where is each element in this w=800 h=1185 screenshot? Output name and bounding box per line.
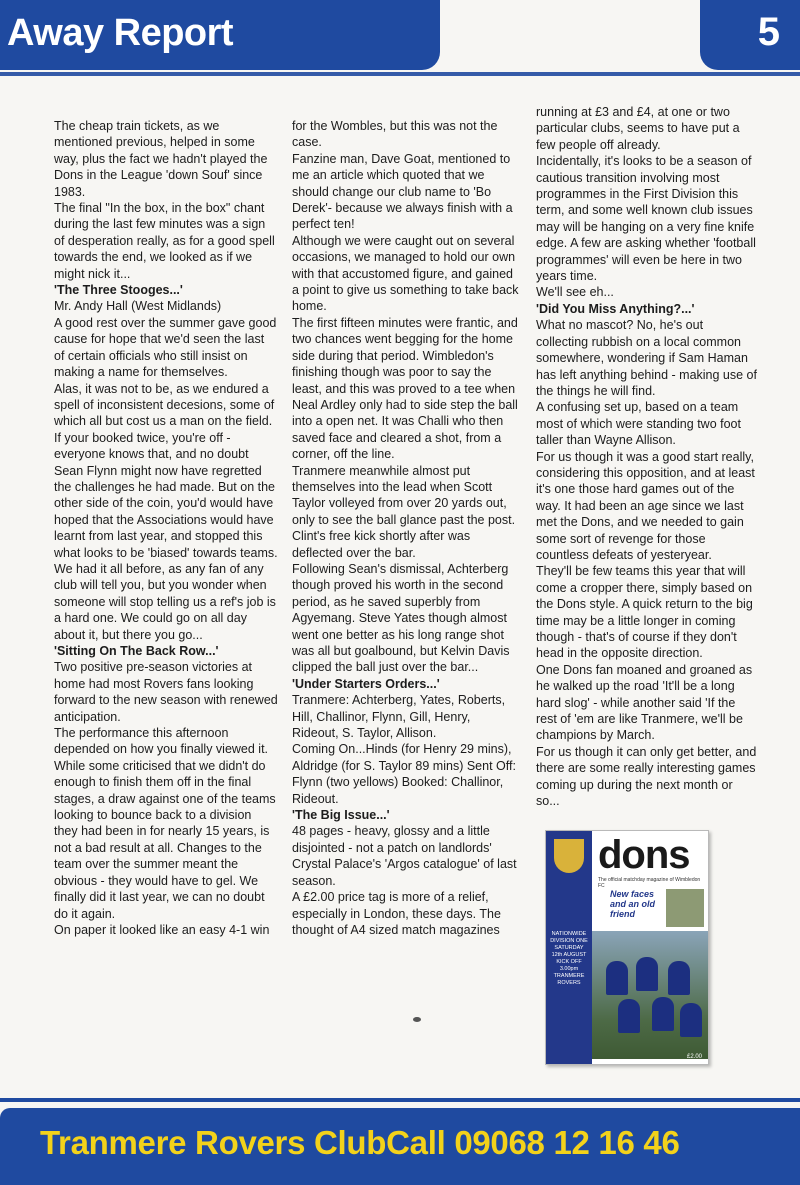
paragraph: A confusing set up, based on a team most of which were standing two foot taller than Wayne Allison. — [536, 400, 741, 448]
player-figure — [636, 957, 658, 991]
paragraph: On paper it looked like an easy 4-1 win — [54, 922, 270, 937]
page-number: 5 — [757, 10, 780, 54]
section-heading: 'Sitting On The Back Row...' — [54, 644, 219, 658]
article-column-1 — [54, 118, 278, 938]
player-figure — [668, 961, 690, 995]
section-heading: 'Under Starters Orders...' — [292, 676, 440, 691]
cover-brand: dons — [598, 833, 690, 877]
section-heading: 'Did You Miss Anything?...' — [536, 301, 695, 316]
cover-team-photo — [592, 931, 708, 1059]
footer-rule — [0, 1098, 800, 1102]
paragraph: The first fifteen minutes were frantic, and two chances went begging for the home side during that period. Wimbledon's finishing though was poor to say the least, and this was proved to a tee when Neal Ardley only had to side step the ball into a open net. It was Challi who then saved face and cleared a shot, from a corner, off the line. — [292, 315, 518, 462]
footer-banner — [0, 1108, 800, 1185]
paragraph: Alas, it was not to be, as we endured a spell of inconsistent decesions, some of which all but cost us a man on the field. — [54, 381, 275, 429]
paragraph: For us though it can only get better, and there are some really interesting games coming up during the next month or so... — [536, 744, 757, 809]
paragraph: Two positive pre-season victories at home had most Rovers fans looking forward to the new season with renewed anticipation. — [54, 660, 278, 724]
paragraph: If your booked twice, you're off - everyone knows that, and no doubt Sean Flynn might now have regretted the challenges he had made. But on the other side of the coin, you'd would have hoped that the Associations would have learnt from last year, and stopped this what looks to be 'biased' towards teams. We had it all before, as any fan of any club will tell you, but you wonder when someone will stop telling us a ref's job is a hard one. We could go on all day about it, but there you go... — [54, 430, 278, 642]
cover-tagline: The official matchday magazine of Wimbledon FC — [598, 877, 701, 889]
paragraph: Tranmere meanwhile almost put themselves into the lead when Scott Taylor volleyed from over 20 yards out, only to see the ball glance past the post. Clint's free kick shortly after was deflected over the bar. — [292, 463, 516, 560]
page-title: Away Report — [7, 12, 234, 54]
cover-price: £2.00 — [686, 1054, 702, 1060]
cover-headline: New faces and an old friend — [610, 889, 655, 919]
paragraph: What no mascot? No, he's out collecting rubbish on a local common somewhere, wondering if Sam Haman has left anything behind - making use of the things he will find. — [536, 318, 757, 398]
player-figure — [606, 961, 628, 995]
paragraph: for the Wombles, but this was not the case. — [292, 119, 498, 150]
paragraph: Incidentally, it's looks to be a season of cautious transition involving most programmes in the First Division this term, and some well known club issues may will be hanging on a very fine knife edge. A few are asking whether 'football programmes' will even be here in two years time. — [536, 154, 756, 284]
paragraph: Although we were caught out on several occasions, we managed to hold our own with that accustomed figure, and gained a point to give us something to take back home. — [292, 233, 519, 314]
paragraph: The performance this afternoon depended on how you finally viewed it. While some criticised that we didn't do enough to finish them off in the final stages, a draw against one of the teams looking to bounce back to a division they had been in for nearly 15 years, is not a bad result at all. Changes to the team over the summer meant the obvious - they would have to gel. We finally did it last year, we can no doubt do it again. — [54, 726, 276, 921]
paragraph: Following Sean's dismissal, Achterberg though proved his worth in the second period, as he saved superbly from Agyemang. Steve Yates though almost went one better as his long range shot was all but goalbound, but Kelvin Davis clipped the ball just over the bar... — [292, 561, 510, 675]
paragraph: running at £3 and £4, at one or two particular clubs, seems to have put a few people off already. — [536, 105, 740, 152]
cover-inset-photo — [666, 889, 704, 927]
crest-icon — [554, 839, 584, 873]
section-heading: 'The Three Stooges...' — [54, 283, 183, 298]
paragraph: Coming On...Hinds (for Henry 29 mins), Aldridge (for S. Taylor 89 mins) Sent Off: Flynn (two yellows) Booked: Challinor, Rideout. — [292, 742, 516, 806]
header-rule — [0, 72, 800, 76]
print-speck — [413, 1017, 421, 1022]
paragraph: A £2.00 price tag is more of a relief, especially in London, these days. The thought of A4 sized match magazines — [292, 890, 501, 937]
paragraph: One Dons fan moaned and groaned as he walked up the road 'It'll be a long hard slog' - while another said 'If the rest of 'em are like Tranmere, we'll be champions by March. — [536, 662, 753, 743]
paragraph: Mr. Andy Hall (West Midlands) — [54, 299, 222, 314]
paragraph: They'll be few teams this year that will come a cropper there, simply based on the Dons style. A quick return to the big time may be a little longer in coming though - that's of course if they don't head in the opposite direction. — [536, 564, 753, 661]
paragraph: The cheap train tickets, as we mentioned previous, helped in some way, plus the fact we hadn't played the Dons in the League 'down Souf' since 1983. — [54, 119, 268, 199]
article-column-3 — [536, 104, 758, 809]
paragraph: Tranmere: Achterberg, Yates, Roberts, Hill, Challinor, Flynn, Gill, Henry, Rideout, S. Taylor, Allison. — [292, 693, 506, 741]
player-figure — [680, 1003, 702, 1037]
header-banner — [0, 0, 440, 70]
paragraph: A good rest over the summer gave good cause for hope that we'd seen the last of certain officials who still insist on making a name for themselves. — [54, 315, 277, 380]
section-heading: 'The Big Issue...' — [292, 808, 390, 823]
paragraph: We'll see eh... — [536, 285, 614, 300]
programme-cover — [545, 830, 709, 1065]
clubcall-number: Tranmere Rovers ClubCall 09068 12 16 46 — [40, 1124, 680, 1161]
paragraph: 48 pages - heavy, glossy and a little disjointed - not a patch on landlords' Crystal Palace's 'Argos catalogue' of last season. — [292, 824, 517, 888]
paragraph: The final "In the box, in the box" chant during the last few minutes was a sign of desperation really, as for a good spell towards the end, we looked as if we might nick it... — [54, 201, 275, 281]
page-number-tab — [700, 0, 800, 70]
paragraph: Fanzine man, Dave Goat, mentioned to me an article which quoted that we should change our club name to 'Bo Derek'- because we always finish with a perfect ten! — [292, 151, 513, 232]
article-column-2 — [292, 118, 520, 938]
player-figure — [618, 999, 640, 1033]
paragraph: For us though it was a good start really, considering this opposition, and at least it's one those hard games out of the way. It had been an age since we last met the Dons, and we needed to gain some sort of revenge for those countless defeats of yesteryear. — [536, 449, 755, 562]
cover-match-info: NATIONWIDE DIVISION ONE SATURDAY 12th AUGUST KICK OFF 3.00pm TRANMERE ROVERS — [550, 931, 588, 986]
player-figure — [652, 997, 674, 1031]
